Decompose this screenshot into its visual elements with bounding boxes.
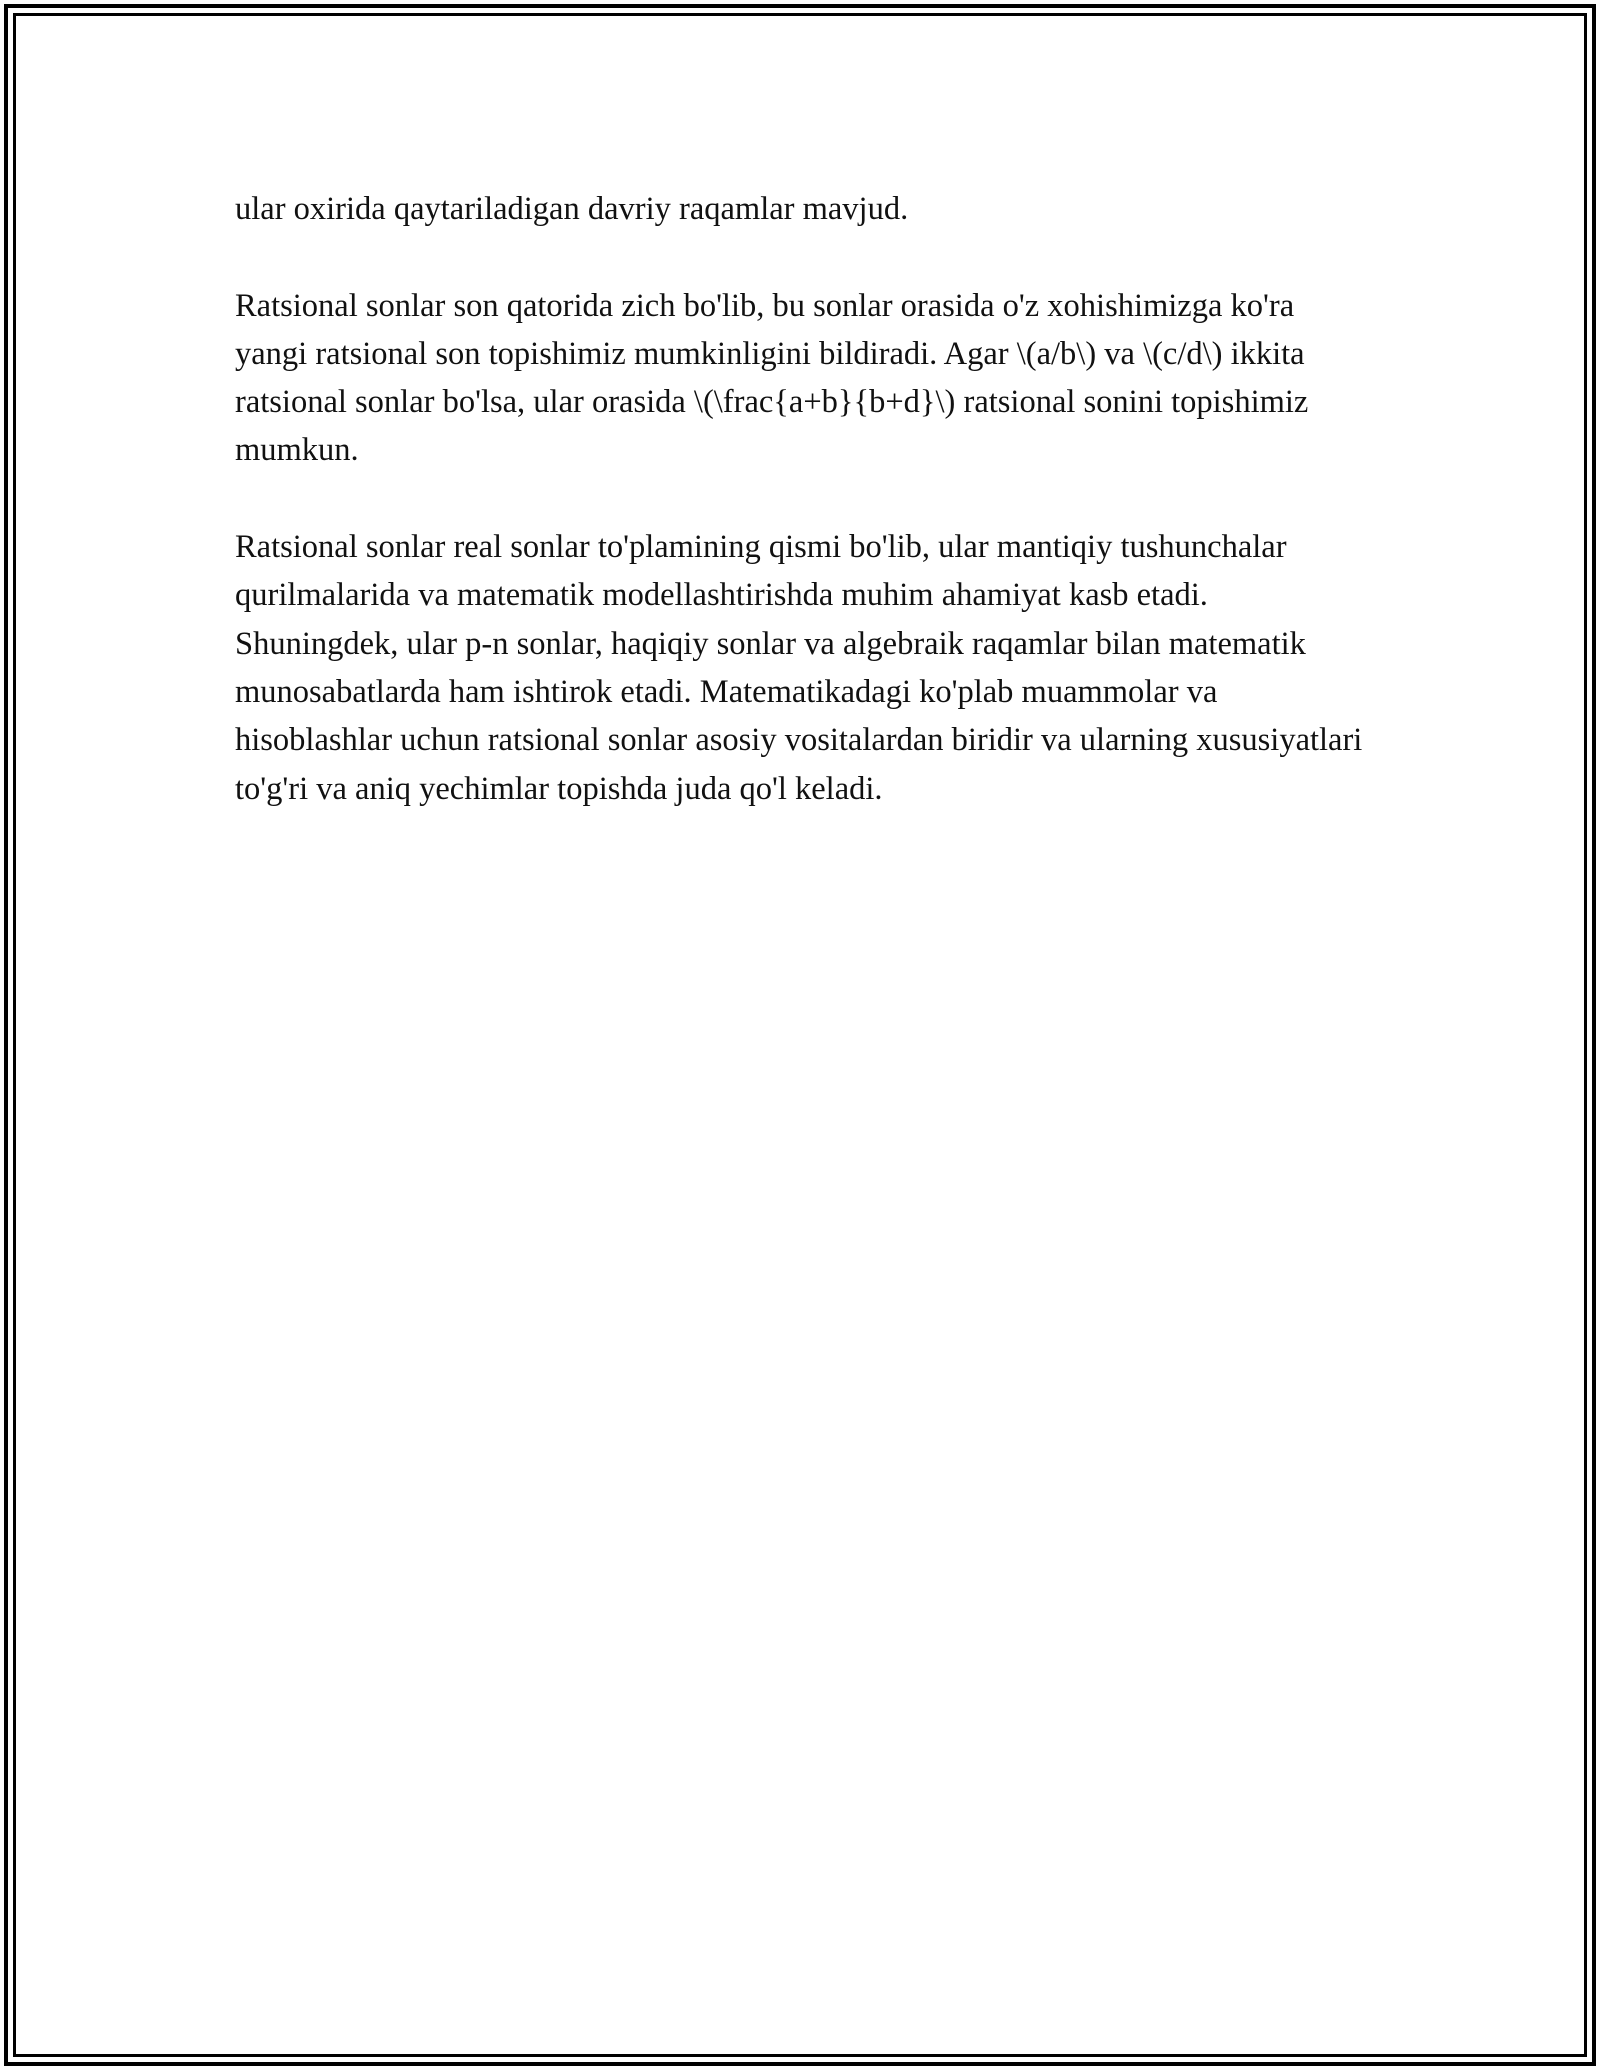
paragraph-3: Ratsional sonlar real sonlar to'plamining qismi bo'lib, ular mantiqiy tushunchalar qurilmalarida va matematik modellashtirishda muhim ahamiyat kasb etadi. Shuningdek, ular p-n sonlar, haqiqiy sonlar va algebraik raqamlar bilan matematik munosabatlarda ham ishtirok etadi. Matematikadagi ko'plab muammolar va hisoblashlar uchun ratsional sonlar asosiy vositalardan biridir va ularning xususiyatlari to'g'ri va aniq yechimlar topishda juda qo'l keladi. <box>235 529 1363 807</box>
document-body <box>235 185 1370 861</box>
paragraph-1: ular oxirida qaytariladigan davriy raqamlar mavjud. <box>235 191 909 227</box>
paragraph-2: Ratsional sonlar son qatorida zich bo'lib, bu sonlar orasida o'z xohishimizga ko'ra yangi ratsional son topishimiz mumkinligini bildiradi. Agar \(a/b\) va \(c/d\) ikkita ratsional sonlar bo'lsa, ular orasida \(\frac{a+b}{b+d}\) ratsional sonini topishimiz mumkun. <box>235 287 1309 469</box>
